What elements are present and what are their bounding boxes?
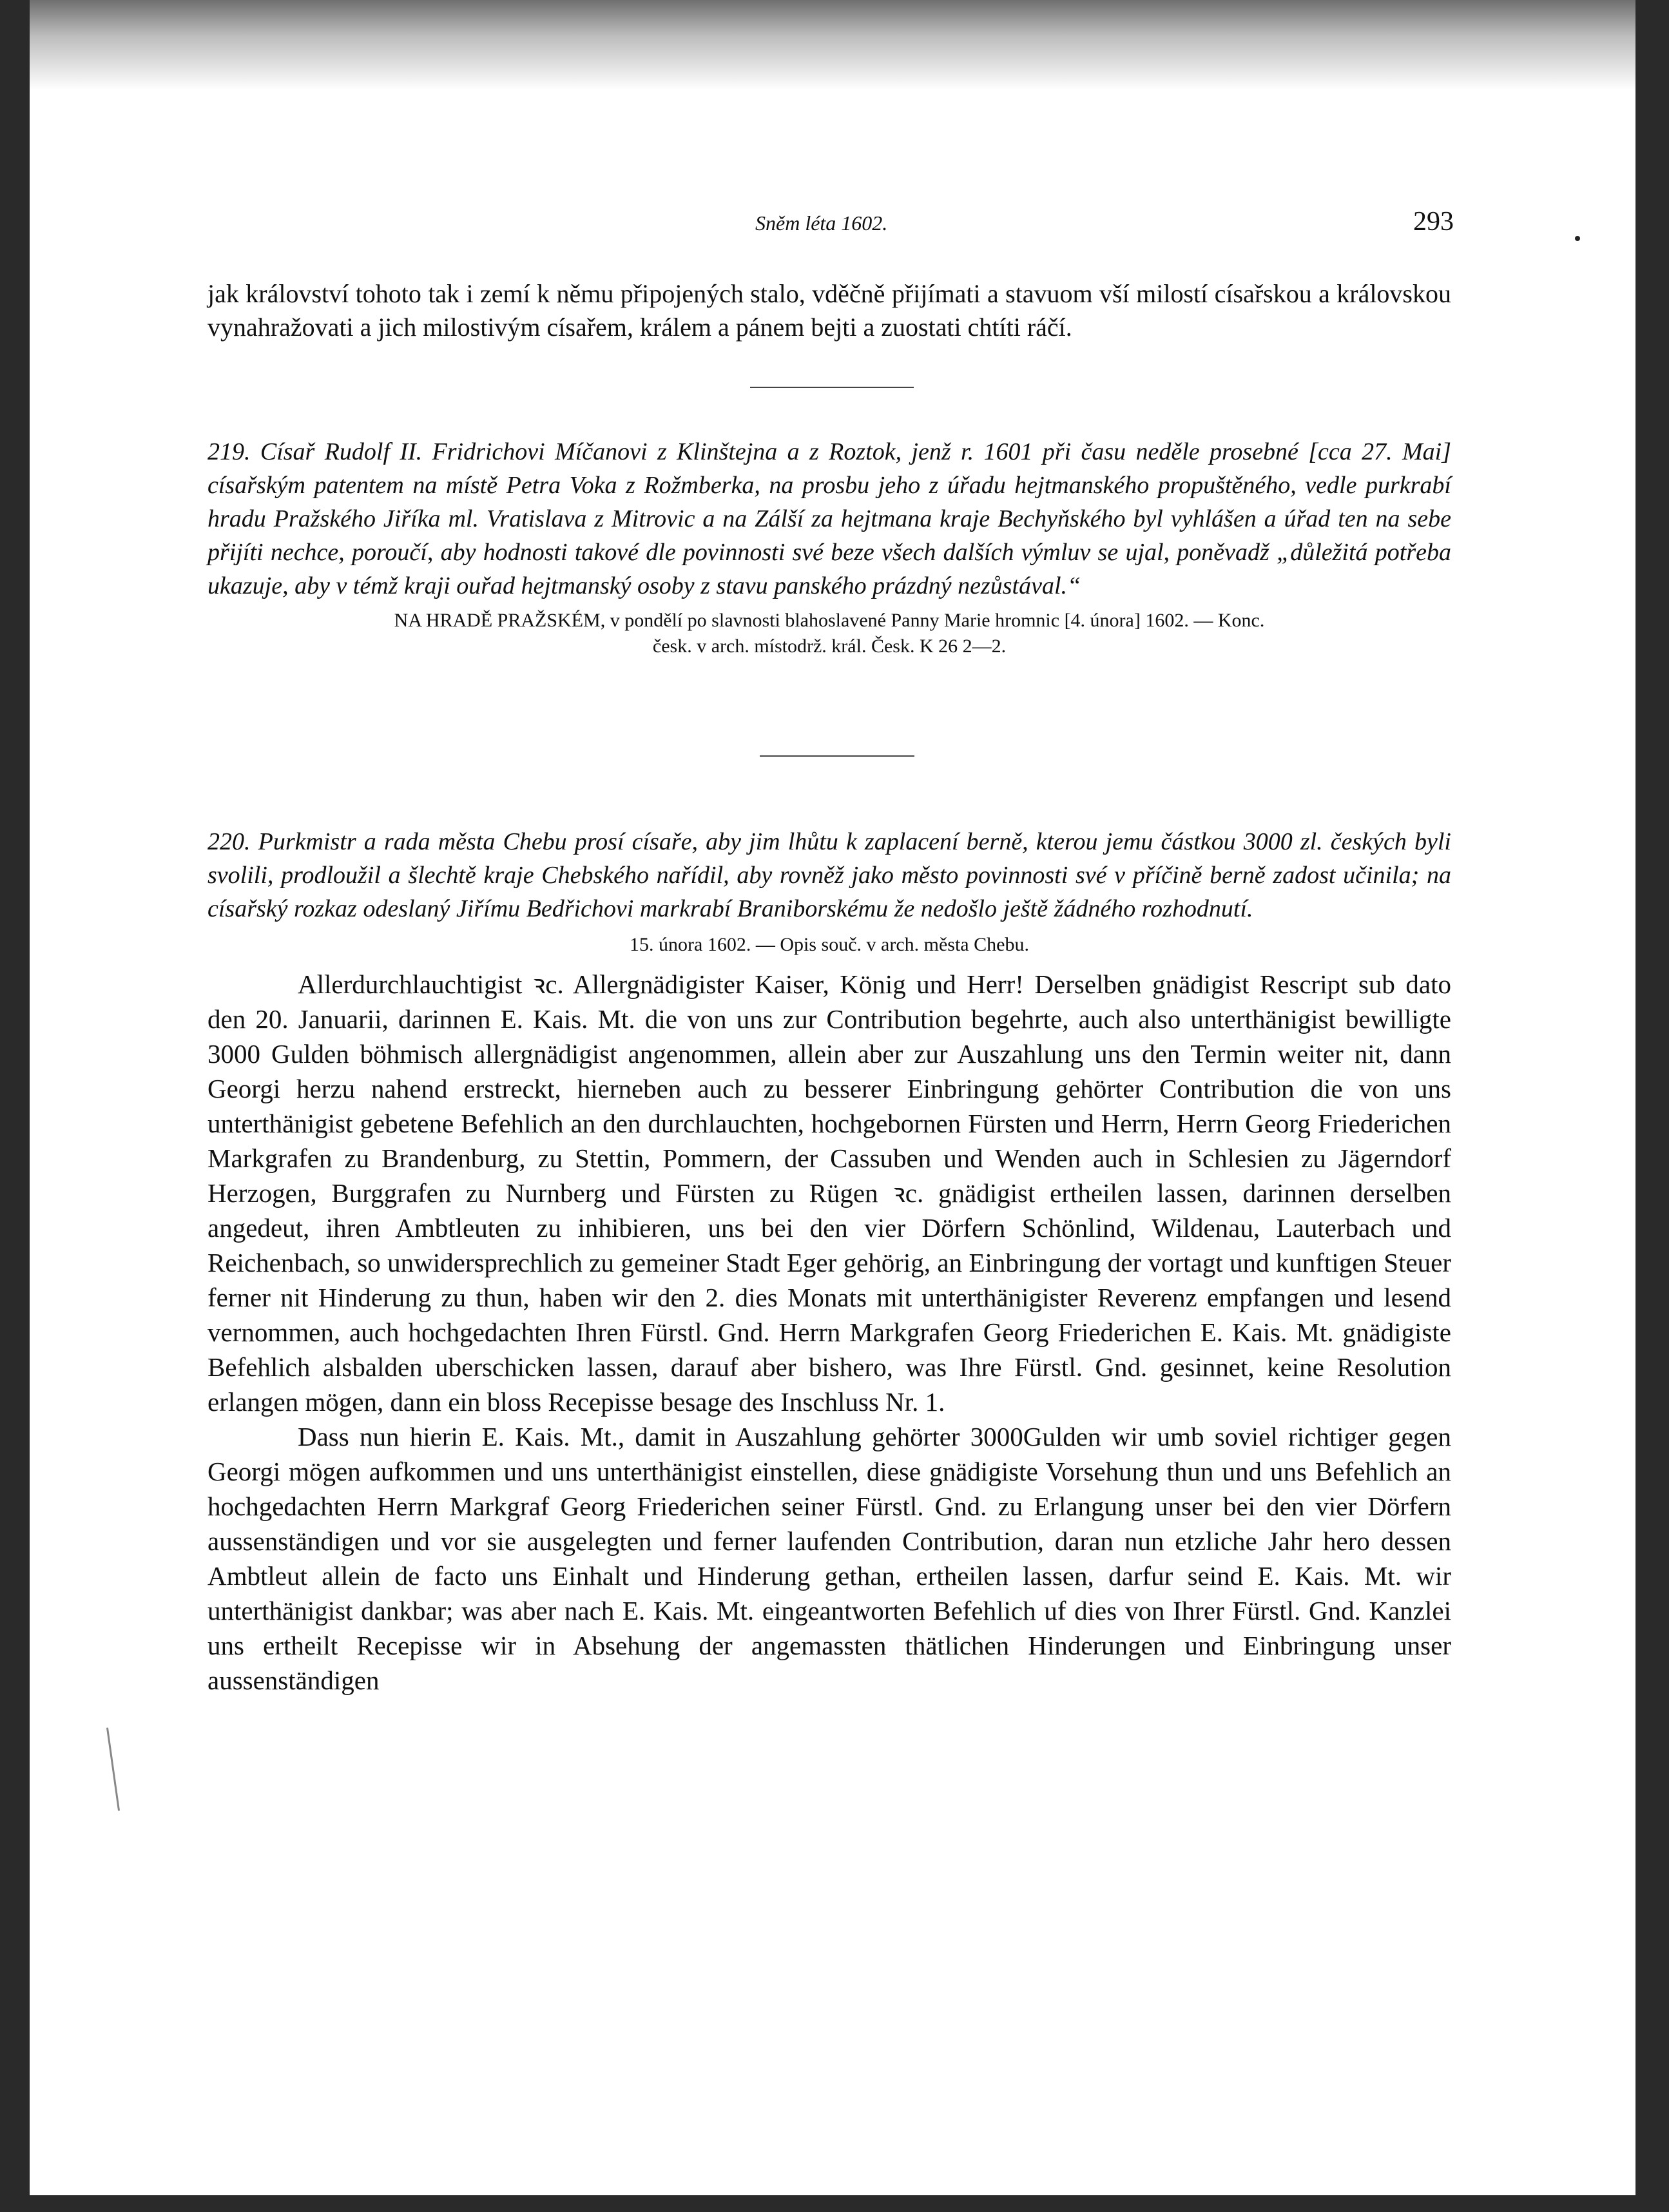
separator-rule (750, 387, 914, 388)
entry-219 (207, 435, 1451, 659)
letter-paragraph-1: Allerdurchlauchtigist ꝛc. Allergnädigister Kaiser, König und Herr! Derselben gnädigist Rescript sub dato den 20. Januarii, darinnen E. Kais. Mt. die von uns zur Contribution begehrte, auch also unterthänigist bewilligte 3000 Gulden böhmisch allergnädigist angenommen, allein aber zur Auszahlung uns den Termin weiter nit, dann Georgi herzu nahend erstreckt, hierneben auch zu besserer Einbringung gehörter Contribution die von uns unterthänigist gebetene Befehlich an den durchlauchten, hochgebornen Fürsten und Herrn, Herrn Georg Friederichen Markgrafen zu Brandenburg, zu Stettin, Pommern, der Cassuben und Wenden auch in Schlesien zu Jägerndorf Herzogen, Burggrafen zu Nurnberg und Fürsten zu Rügen ꝛc. gnädigist ertheilen lassen, darinnen derselben angedeut, ihren Ambtleuten zu inhibieren, uns bei den vier Dörfern Schönlind, Wildenau, Lauterbach und Reichenbach, so unwidersprechlich zu gemeiner Stadt Eger gehörig, an Einbringung der vortagt und kunftigen Steuer ferner nit Hinderung zu thun, haben wir den 2. dies Monats mit unterthänigister Reverenz empfangen und lesend vernommen, auch hochgedachten Ihren Fürstl. Gnd. Herrn Markgrafen Georg Friederichen E. Kais. Mt. gnädigiste Befehlich alsbalden uberschicken lassen, darauf aber bishero, was Ihre Fürstl. Gnd. gesinnet, keine Resolution erlangen mögen, dann ein bloss Recepisse besage des Inschluss Nr. 1. (207, 969, 1451, 1417)
entry-220-source: 15. února 1602. — Opis souč. v arch. města Chebu. (630, 934, 1029, 955)
running-header (207, 206, 1454, 245)
margin-dot (1575, 236, 1580, 241)
separator-rule (760, 755, 914, 757)
entry-219-archive: česk. v arch. místodrž. král. Česk. K 26 2—2. (652, 635, 1007, 657)
intro-block (207, 277, 1451, 344)
page-number: 293 (1413, 207, 1454, 237)
running-title: Sněm léta 1602. (755, 211, 888, 235)
entry-219-place-date: NA HRADĚ PRAŽSKÉM, v pondělí po slavnosti blahoslavené Panny Marie hromnic [4. února] 1602. — Konc. (394, 610, 1265, 631)
entry-219-summary: 219. Císař Rudolf II. Fridrichovi Míčanovi z Klinštejna a z Roztok, jenž r. 1601 při času neděle prosebné [cca 27. Mai] císařským patentem na místě Petra Voka z Rožmberka, na prosbu jeho z úřadu hejtmanského propuštěného, vedle purkrabí hradu Pražského Jiříka ml. Vratislava z Mitrovic a na Zálší za hejtmana kraje Bechyňského byl vyhlášen a úřad ten na sebe přijíti nechce, poroučí, aby hodnosti takové dle povinnosti své beze všech dalších výmluv se ujal, poněvadž „důležitá potřeba ukazuje, aby v témž kraji ouřad hejtmanský osoby z stavu panského prázdný nezůstával.“ (207, 438, 1451, 599)
letter-paragraph-2: Dass nun hierin E. Kais. Mt., damit in Auszahlung gehörter 3000Gulden wir umb soviel richtiger gegen Georgi mögen aufkommen und uns unterthänigist einstellen, diese gnädigiste Vorsehung thun und uns Befehlich an hochgedachten Herrn Markgraf Georg Friederichen seiner Fürstl. Gnd. zu Erlangung unser bei den vier Dörfern aussenständigen und vor sie ausgelegten und ferner laufenden Contribution, daran nun etzliche Jahr hero dessen Ambtleut allein de facto uns Einhalt und Hinderung gethan, ertheilen lassen, darfur seind E. Kais. Mt. wir unterthänigist dankbar; was aber nach E. Kais. Mt. eingeantworten Befehlich uf dies von Ihrer Fürstl. Gnd. Kanzlei uns ertheilt Recepisse wir in Absehung der angemassten thätlichen Hinderungen und Einbringung unser aussenständigen (207, 1422, 1451, 1695)
scan-artifact (106, 1727, 120, 1810)
entry-220 (207, 825, 1451, 1698)
intro-paragraph: jak království tohoto tak i zemí k němu připojených stalo, vděčně přijímati a stavuom vší milostí císařskou a královskou vynahražovati a jich milostivým císařem, králem a pánem bejti a zuostati chtíti ráčí. (207, 279, 1451, 342)
entry-220-summary: 220. Purkmistr a rada města Chebu prosí císaře, aby jim lhůtu k zaplacení berně, kterou jemu částkou 3000 zl. českých byli svolili, prodloužil a šlechtě kraje Chebského nařídil, aby rovněž jako město povinnosti své v příčině berně zadost učinila; na císařský rozkaz odeslaný Jiřímu Bedřichovi markrabí Braniborskému že nedošlo ještě žádného rozhodnutí. (207, 828, 1451, 922)
